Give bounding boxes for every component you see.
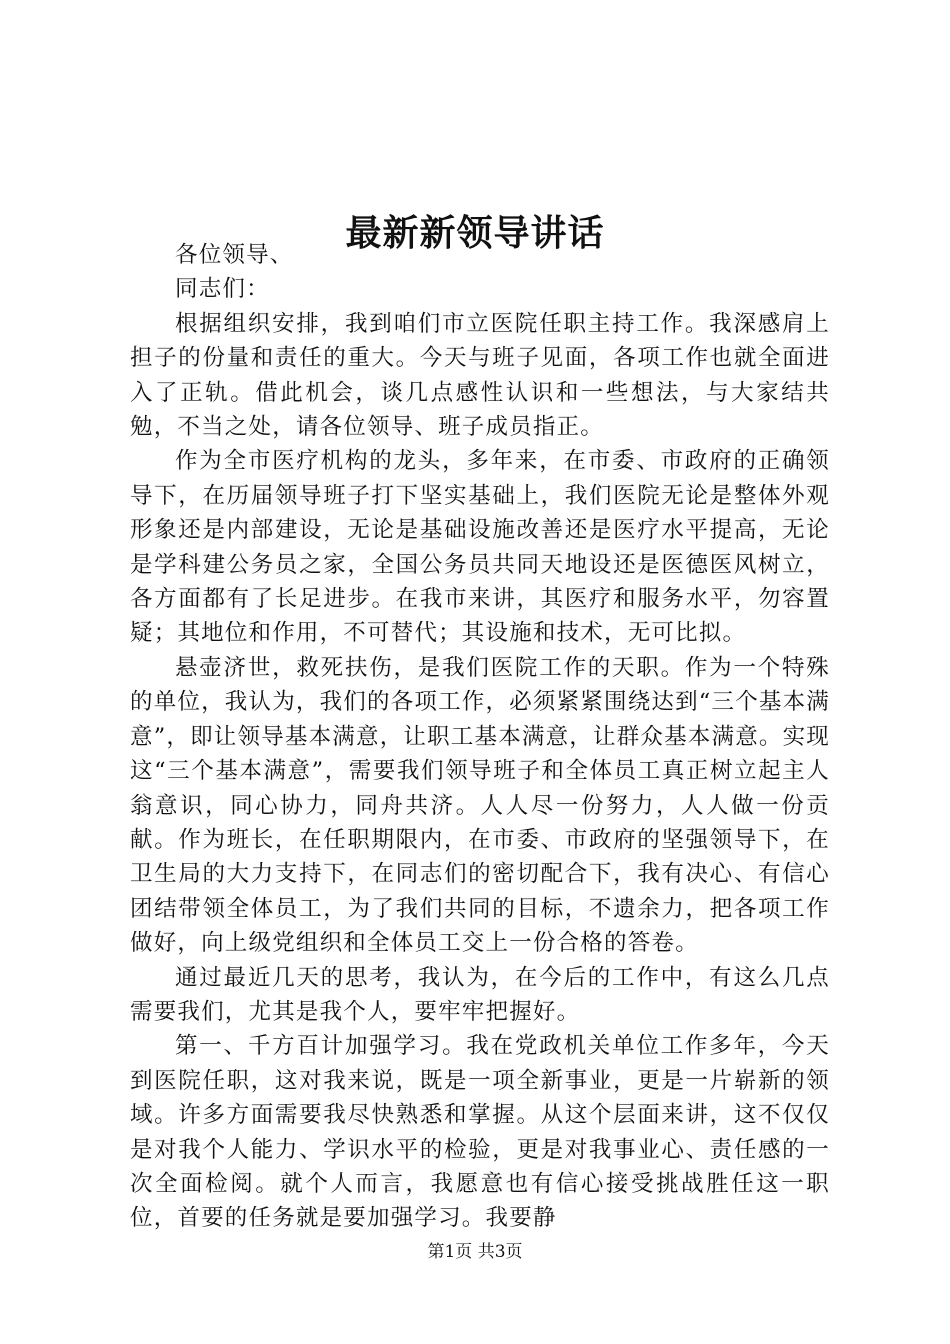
body-paragraph: 通过最近几天的思考，我认为，在今后的工作中，有这么几点需要我们，尤其是我个人，要牢牢把握好。: [130, 964, 830, 1025]
salutation-line: 同志们：: [175, 276, 270, 303]
document-title: 最新新领导讲话: [345, 212, 605, 255]
body-paragraph: 根据组织安排，我到咱们市立医院任职主持工作。我深感肩上担子的份量和责任的重大。今天与班子见面，各项工作也就全面进入了正轨。借此机会，谈几点感性认识和一些想法，与大家结共勉，不当之处，请各位领导、班子成员指正。: [130, 310, 830, 441]
page-footer: 第1页 共3页: [427, 1242, 523, 1262]
body-paragraph: 作为全市医疗机构的龙头，多年来，在市委、市政府的正确领导下，在历届领导班子打下坚实基础上，我们医院无论是整体外观形象还是内部建设，无论是基础设施改善还是医疗水平提高，无论是学科建公务员之家，全国公务员共同天地设还是医德医风树立，各方面都有了长足进步。在我市来讲，其医疗和服务水平，勿容置疑；其地位和作用，不可替代；其设施和技术，无可比拟。: [130, 448, 830, 647]
document-body: [130, 238, 830, 1236]
salutation-line: 各位领导、: [175, 242, 294, 268]
body-paragraph: 第一、千方百计加强学习。我在党政机关单位工作多年，今天到医院任职，这对我来说，既是一项全新事业，更是一片崭新的领域。许多方面需要我尽快熟悉和掌握。从这个层面来讲，这不仅仅是对我个人能力、学识水平的检验，更是对我事业心、责任感的一次全面检阅。就个人而言，我愿意也有信心接受挑战胜任这一职位，首要的任务就是要加强学习。我要静: [130, 1033, 830, 1232]
body-paragraph: 悬壶济世，救死扶伤，是我们医院工作的天职。作为一个特殊的单位，我认为，我们的各项工作，必须紧紧围绕达到“三个基本满意”，即让领导基本满意，让职工基本满意，让群众基本满意。实现这“三个基本满意”，需要我们领导班子和全体员工真正树立起主人翁意识，同心协力，同舟共济。人人尽一份努力，人人做一份贡献。作为班长，在任职期限内，在市委、市政府的坚强领导下，在卫生局的大力支持下，在同志们的密切配合下，我有决心、有信心团结带领全体员工，为了我们共同的目标，不遗余力，把各项工作做好，向上级党组织和全体员工交上一份合格的答卷。: [130, 654, 831, 957]
